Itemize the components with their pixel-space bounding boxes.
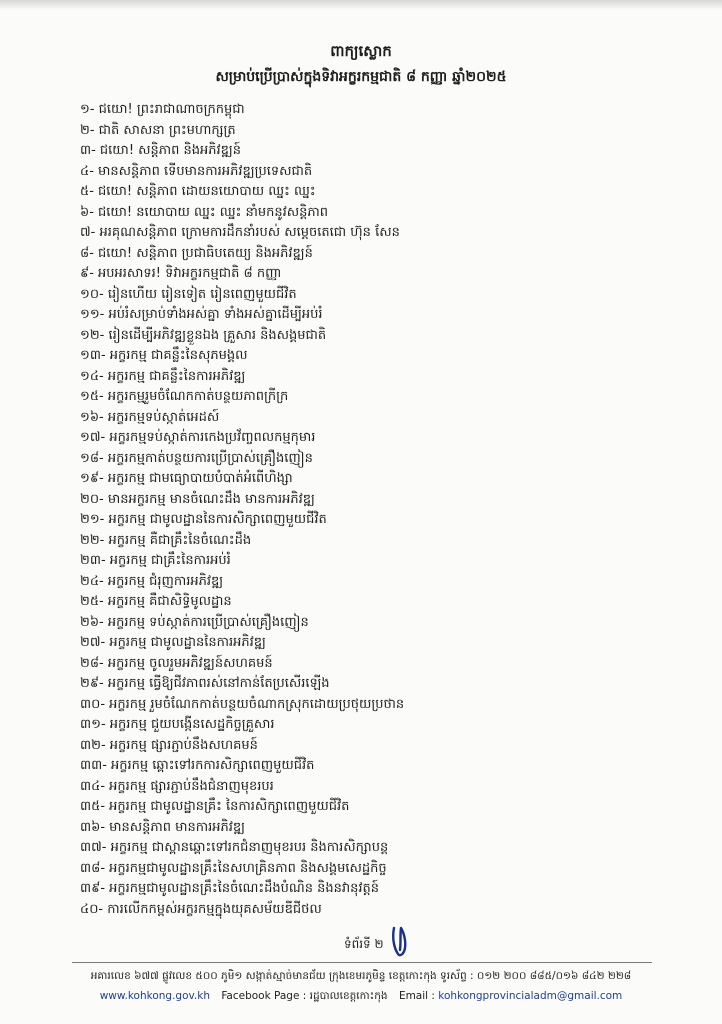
- slogan-item: ២៨- អក្ខរកម្ម ចូលរួមអភិវឌ្ឍន៍សហគមន៍: [80, 655, 273, 671]
- slogan-item: ៣៤- អក្ខរកម្ម ផ្សារភ្ជាប់នឹងជំនាញមុខរបរ: [80, 778, 274, 794]
- document-header: [0, 40, 722, 88]
- scan-edge-shadow: [0, 0, 722, 10]
- signature-mark: [388, 924, 412, 958]
- slogan-item: ២៥- អក្ខរកម្ម គឺជាសិទ្ធិមូលដ្ឋាន: [80, 594, 232, 609]
- facebook-label: Facebook Page :: [221, 990, 307, 1002]
- slogan-item: ១៨- អក្ខរកម្មកាត់បន្ថយការប្រើប្រាស់គ្រឿងញៀន: [80, 450, 313, 466]
- slogan-item: ២៩- អក្ខរកម្ម ធ្វើឱ្យជីវភាពរស់នៅកាន់តែប្រសើរឡើង: [80, 676, 330, 691]
- slogan-item: ១០- រៀនហើយ រៀនទៀត រៀនពេញមួយជីវិត: [80, 286, 297, 302]
- slogan-item: ២៣- អក្ខរកម្ម ជាគ្រឹះនៃការអប់រំ: [80, 553, 231, 568]
- document-title: ពាក្យស្លោក: [330, 42, 392, 60]
- slogan-item: ៣៦- មានសន្តិភាព មានការអភិវឌ្ឍ: [80, 819, 246, 835]
- footer-divider: [72, 962, 652, 963]
- slogan-item: ៦- ជយោ! នយោបាយ ឈ្នះ ឈ្នះ នាំមកនូវសន្តិភាព: [80, 204, 328, 220]
- slogan-item: ៨- ជយោ! សន្តិភាព ប្រជាធិបតេយ្យ និងអភិវឌ្ឍន៍: [80, 245, 313, 261]
- slogan-item: ១៩- អក្ខរកម្ម ជាមធ្យោបាយបំបាត់អំពើហិង្សា: [80, 471, 293, 486]
- slogan-item: ២៦- អក្ខរកម្ម ទប់ស្កាត់ការប្រើប្រាស់គ្រឿងញៀន: [80, 614, 309, 630]
- slogan-item: ៣១- អក្ខរកម្ម ជួយបង្កើនសេដ្ឋកិច្ចគ្រួសារ: [80, 717, 275, 732]
- footer-contacts: [0, 988, 722, 1004]
- slogan-item: ៣៨- អក្ខរកម្មជាមូលដ្ឋានគ្រឹះនៃសហគ្រិនភាព និងសង្គមសេដ្ឋកិច្ច: [80, 860, 387, 876]
- slogan-item: ១- ជយោ! ព្រះរាជាណាចក្រកម្ពុជា: [80, 102, 245, 117]
- slogan-item: ១៧- អក្ខរកម្មទប់ស្កាត់ការកេងប្រវ័ញ្ចពលកម្មកុមារ: [80, 430, 316, 445]
- slogan-item: ៣៧- អក្ខរកម្ម ជាស្ពានឆ្ពោះទៅរកជំនាញមុខរបរ និងការសិក្សាបន្ត: [80, 840, 389, 855]
- slogan-item: ៤- មានសន្តិភាព ទើបមានការអភិវឌ្ឍប្រទេសជាតិ: [80, 163, 313, 179]
- slogan-item: ២២- អក្ខរកម្ម គឺជាគ្រឹះនៃចំណេះដឹង: [80, 532, 252, 548]
- slogan-item: ២១- អក្ខរកម្ម ជាមូលដ្ឋាននៃការសិក្សាពេញមួយជីវិត: [80, 512, 327, 527]
- website-link[interactable]: www.kohkong.gov.kh: [99, 990, 210, 1002]
- slogan-item: ២០- មានអក្ខរកម្ម មានចំណេះដឹង មានការអភិវឌ្ឍ: [80, 491, 315, 507]
- slogan-item: ២៧- អក្ខរកម្ម ជាមូលដ្ឋាននៃការអភិវឌ្ឍ: [80, 635, 266, 650]
- slogan-item: ៥- ជយោ! សន្តិភាព ដោយនយោបាយ ឈ្នះ ឈ្នះ: [80, 184, 316, 199]
- slogan-item: ៣- ជយោ! សន្តិភាព និងអភិវឌ្ឍន៍: [80, 143, 242, 158]
- slogan-item: ១៤- អក្ខរកម្ម ជាគន្លឹះនៃការអភិវឌ្ឍ: [80, 368, 246, 384]
- slogan-list: [80, 100, 640, 920]
- facebook-page: រដ្ឋបាលខេត្តកោះកុង: [309, 990, 388, 1002]
- slogan-item: ១៦- អក្ខរកម្មទប់ស្កាត់អេដស៍: [80, 409, 220, 425]
- slogan-item: ៣៣- អក្ខរកម្ម ឆ្ពោះទៅរកការសិក្សាពេញមួយជីវិត: [80, 758, 315, 773]
- slogan-item: ១២- រៀនដើម្បីអភិវឌ្ឍខ្លួនឯង គ្រួសារ និងសង្គមជាតិ: [80, 327, 327, 343]
- slogan-item: ១៣- អក្ខរកម្ម ជាគន្លឹះនៃសុភមង្គល: [80, 348, 248, 363]
- slogan-item: ៣០- អក្ខរកម្ម រួមចំណែកកាត់បន្ថយចំណាកស្រុកដោយប្រថុយប្រថាន: [80, 696, 405, 712]
- slogan-item: ២- ជាតិ សាសនា ព្រះមហាក្សត្រ: [80, 122, 236, 138]
- slogan-item: ៣២- អក្ខរកម្ម ផ្សារភ្ជាប់នឹងសហគមន៍: [80, 737, 258, 753]
- slogan-item: ៧- អរគុណសន្តិភាព ក្រោមការដឹកនាំរបស់ សម្តេចតេជោ ហ៊ុន សែន: [80, 225, 400, 240]
- email-link[interactable]: kohkongprovincialadm@gmail.com: [438, 990, 623, 1002]
- page-number: ទំព័រទី ២: [344, 937, 384, 951]
- slogan-item: ៣៥- អក្ខរកម្ម ជាមូលដ្ឋានគ្រឹះ នៃការសិក្សាពេញមួយជីវិត: [80, 799, 350, 814]
- slogan-item: ១១- អប់រំសម្រាប់ទាំងអស់គ្នា ទាំងអស់គ្នាដើម្បីអប់រំ: [80, 307, 323, 322]
- slogan-item: ១៥- អក្ខរកម្មរួមចំណែកកាត់បន្ថយភាពក្រីក្រ: [80, 389, 289, 404]
- slogan-item: ២៤- អក្ខរកម្ម ជំរុញការអភិវឌ្ឍ: [80, 573, 224, 589]
- footer-address: អគារលេខ ៦៧៧ ផ្លូវលេខ ៥០០ ភូមិ១ សង្កាត់ស្មាច់មានជ័យ ក្រុងខេមរភូមិន្ទ ខេត្តកោះកុង ទូរស័ព្ទ : ០១២ ២០០ ៨៨៥/០១៦ ៨៤២ ២២៨: [90, 970, 632, 982]
- slogan-item: ៣៩- អក្ខរកម្មជាមូលដ្ឋានគ្រឹះនៃចំណេះដឹងបំណិន និងនវានុវត្តន៍: [80, 881, 379, 896]
- slogan-item: ៩- អបអរសាទរ! ទិវាអក្ខរកម្មជាតិ ៨ កញ្ញា: [80, 266, 282, 281]
- document-subtitle: សម្រាប់ប្រើប្រាស់ក្នុងទិវាអក្ខរកម្មជាតិ ៨ កញ្ញា ឆ្នាំ២០២៥: [215, 69, 507, 85]
- email-label: Email :: [398, 990, 435, 1002]
- slogan-item: ៤០- ការលើកកម្ពស់អក្ខរកម្មក្នុងយុគសម័យឌីជីថល: [80, 901, 322, 917]
